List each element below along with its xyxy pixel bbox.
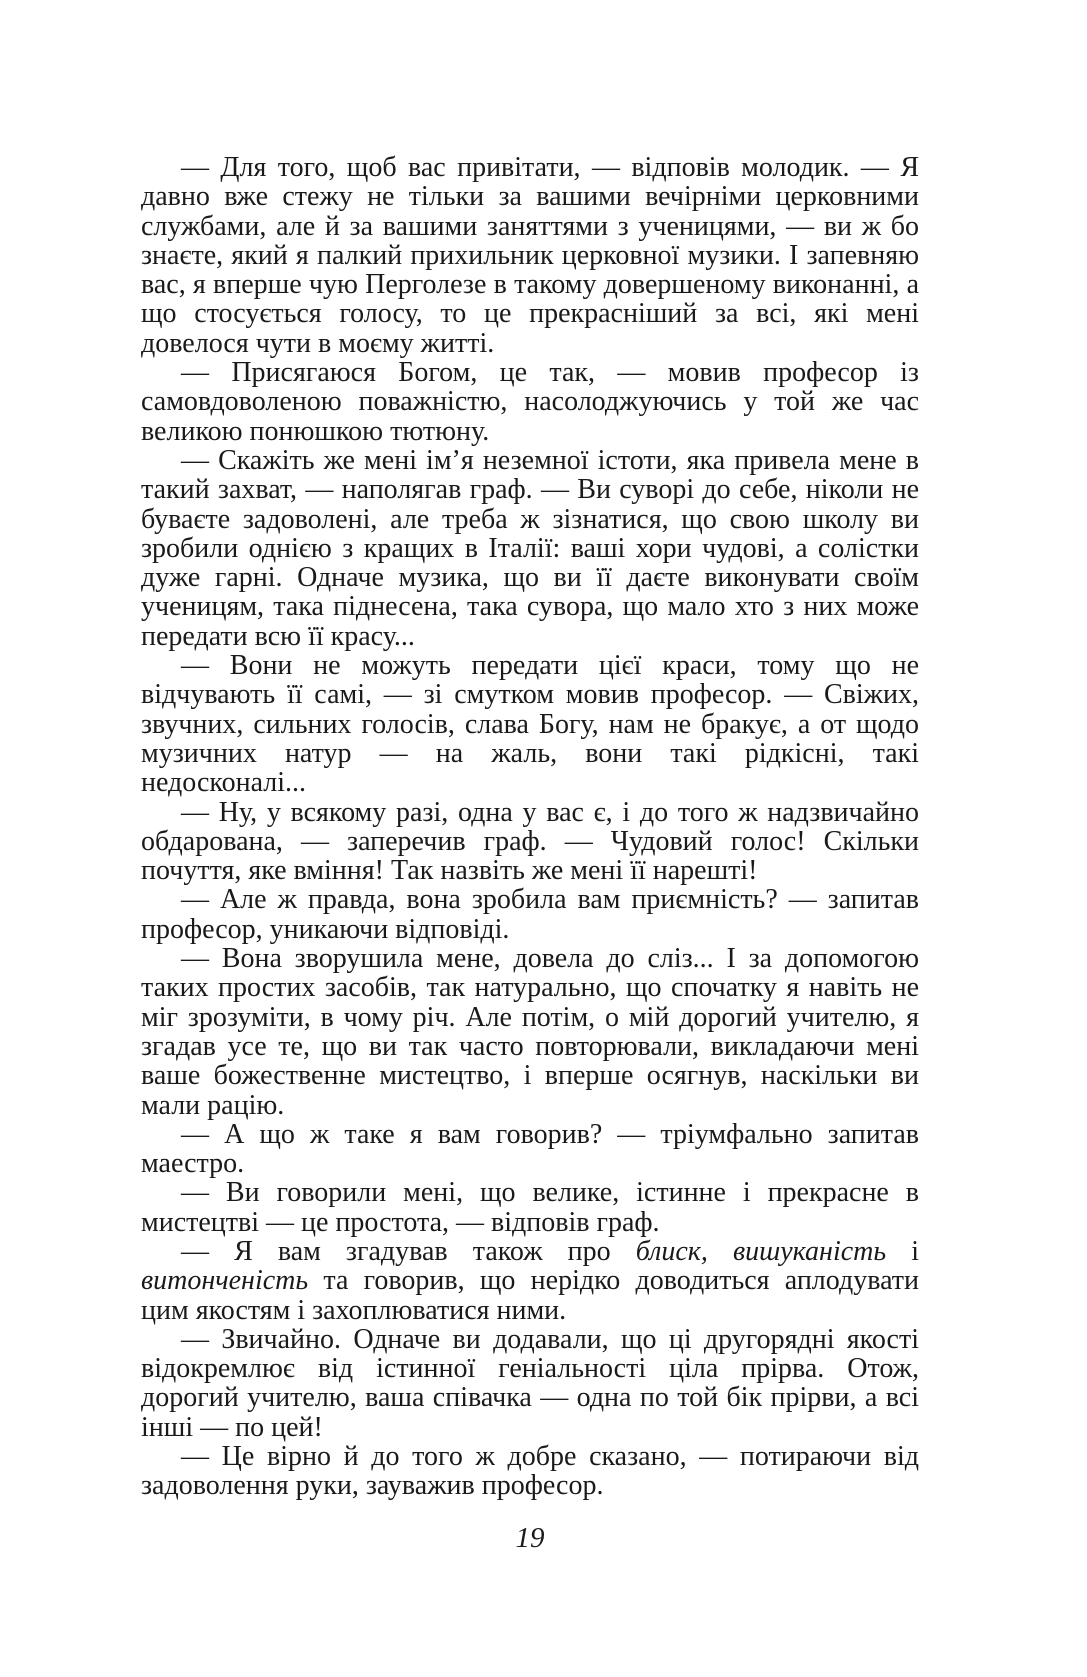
paragraph bbox=[141, 798, 919, 886]
paragraph bbox=[141, 1178, 919, 1237]
paragraph-text: — Ну, у всякому разі, одна у вас є, і до того ж надзвичайно обдарована, — заперечив граф. — Чудовий голос! Скільки почуття, яке вміння! Так назвіть же мені її нарешті! bbox=[141, 796, 919, 887]
paragraph-text: — Для того, щоб вас привітати, — відповів молодик. — Я давно вже стежу не тільки за вашими вечірніми церковними службами, але й за вашими заняттями з ученицями, — ви ж бо знаєте, який я палкий прихильник церковної музики. І запевняю вас, я вперше чую Перголезе в такому довершеному виконанні, а що стосується голосу, то це прекрасніший за всі, які мені довелося чути в моєму житті. bbox=[141, 152, 919, 359]
paragraph-text: — Вона зворушила мене, довела до сліз... І за допомогою таких простих засобів, так натурально, що спочатку я навіть не міг зрозуміти, в чому річ. Але потім, о мій дорогий учителю, я згадав усе те, що ви так часто повторювали, викладаючи мені ваше божественне мистецтво, і вперше осягнув, наскільки ви мали рацію. bbox=[141, 943, 919, 1121]
paragraph bbox=[141, 1442, 919, 1501]
paragraph-text: — Але ж правда, вона зробила вам приємність? — запитав професор, уникаючи відповіді. bbox=[141, 884, 919, 945]
paragraph-text: — Присягаюся Богом, це так, — мовив професор із самовдоволеною поважністю, насолоджуючись у той же час великою понюшкою тютюну. bbox=[141, 357, 919, 447]
paragraph bbox=[141, 1120, 919, 1179]
paragraph bbox=[141, 651, 919, 797]
paragraph-text: — Ви говорили мені, що велике, істинне і прекрасне в мистецтві — це простота, — відповів граф. bbox=[141, 1177, 919, 1238]
paragraph bbox=[141, 1237, 919, 1325]
paragraph bbox=[141, 885, 919, 944]
paragraph bbox=[141, 153, 919, 358]
paragraph-text: — Я вам згадував також про bbox=[181, 1235, 636, 1267]
paragraph-text: — А що ж таке я вам говорив? — тріумфально запитав маестро. bbox=[141, 1118, 919, 1180]
paragraph bbox=[141, 446, 919, 651]
paragraph-text: та говорив, що нерідко доводиться аплодувати цим якостям і захоплюватися ними. bbox=[141, 1265, 919, 1326]
paragraph-text: і bbox=[886, 1235, 919, 1267]
italic-text: блиск, вишуканість bbox=[635, 1235, 887, 1267]
body-text bbox=[141, 153, 919, 1501]
paragraph-text: — Скажіть же мені ім’я неземної істоти, яка привела мене в такий захват, — наполягав граф. — Ви суворі до себе, ніколи не буваєте задоволені, але треба ж зізнатися, що свою школу ви зробили однією з кращих в Італії: ваші хори чудові, а солістки дуже гарні. Одначе музика, що ви її даєте виконувати своїм ученицям, така піднесена, така сувора, що мало хто з них може передати всю її красу... bbox=[141, 444, 919, 652]
page-number: 19 bbox=[515, 1522, 545, 1554]
italic-text: витонченість bbox=[141, 1265, 309, 1297]
paragraph-text: — Вони не можуть передати цієї краси, тому що не відчувають її самі, — зі смутком мовив професор. — Свіжих, звучних, сильних голосів, слава Богу, нам не бракує, а от щодо музичних натур — на жаль, вони такі рідкісні, такі недосконалі... bbox=[141, 650, 919, 799]
paragraph-text: — Звичайно. Одначе ви додавали, що ці другорядні якості відокремлює від істинної геніальності ціла прірва. Отож, дорогий учителю, ваша співачка — одна по той бік прірви, а всі інші — по цей! bbox=[141, 1323, 919, 1443]
paragraph-text: — Це вірно й до того ж добре сказано, — потираючи від задоволення руки, зауважив професор. bbox=[141, 1441, 919, 1502]
paragraph bbox=[141, 1325, 919, 1442]
paragraph bbox=[141, 944, 919, 1120]
paragraph bbox=[141, 358, 919, 446]
